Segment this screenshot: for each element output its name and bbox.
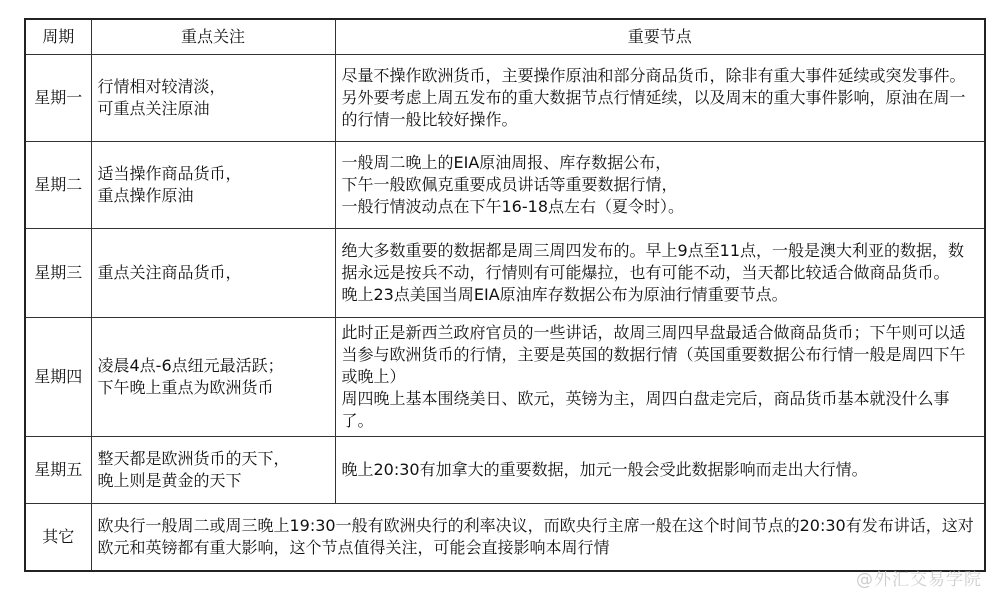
nodes-cell bbox=[335, 142, 985, 229]
focus-line: 下午晚上重点为欧洲货币 bbox=[97, 378, 274, 397]
focus-line: 适当操作商品货币， bbox=[97, 164, 242, 183]
focus-cell bbox=[91, 229, 335, 318]
table-row bbox=[25, 55, 985, 142]
day-cell: 星期二 bbox=[25, 142, 91, 229]
node-line: 一般周二晚上的EIA原油周报、库存数据公布， bbox=[341, 153, 672, 172]
table-row bbox=[25, 142, 985, 229]
nodes-cell bbox=[335, 55, 985, 142]
focus-cell bbox=[91, 318, 335, 437]
table-row bbox=[25, 229, 985, 318]
header-row bbox=[25, 19, 985, 55]
node-line: 下午一般欧佩克重要成员讲话等重要数据行情， bbox=[341, 175, 678, 194]
day-cell: 星期三 bbox=[25, 229, 91, 318]
node-line: 晚上23点美国当周EIA原油库存数据公布为原油行情重要节点。 bbox=[341, 285, 788, 304]
focus-line: 重点操作原油 bbox=[97, 186, 194, 205]
focus-cell bbox=[91, 142, 335, 229]
focus-line: 凌晨4点-6点纽元最活跃； bbox=[97, 356, 284, 375]
header-focus: 重点关注 bbox=[91, 19, 335, 55]
focus-line: 行情相对较清淡， bbox=[97, 77, 226, 96]
node-line: 此时正是新西兰政府官员的一些讲话，故周三周四早盘最适合做商品货币；下午则可以适当参与欧洲货币的行情，主要是英国的数据行情（英国重要数据公布行情一般是周四下午或晚上） bbox=[341, 323, 966, 386]
focus-line: 可重点关注原油 bbox=[97, 99, 210, 118]
node-line: 晚上20:30有加拿大的重要数据，加元一般会受此数据影响而走出大行情。 bbox=[341, 460, 868, 479]
node-line: 一般行情波动点在下午16-18点左右（夏令时）。 bbox=[341, 197, 684, 216]
node-line: 周四晚上基本围绕美日、欧元，英镑为主，周四白盘走完后，商品货币基本就没什么事了。 bbox=[341, 389, 950, 430]
node-line: 另外要考虑上周五发布的重大数据节点行情延续，以及周末的重大事件影响，原油在周一的行情一般比较好操作。 bbox=[341, 88, 966, 129]
focus-line: 晚上则是黄金的天下 bbox=[97, 471, 242, 490]
header-nodes: 重要节点 bbox=[335, 19, 985, 55]
node-line: 绝大多数重要的数据都是周三周四发布的。早上9点至11点，一般是澳大利亚的数据，数据永远是按兵不动，行情则有可能爆拉，也有可能不动，当天都比较适合做商品货币。 bbox=[341, 241, 965, 282]
other-label-cell: 其它 bbox=[25, 504, 91, 572]
other-text-cell: 欧央行一般周二或周三晚上19:30一般有欧洲央行的利率决议，而欧央行主席一般在这个时间节点的20:30有发布讲话，这对欧元和英镑都有重大影响，这个节点值得关注，可能会直接影响本周行情 bbox=[91, 504, 985, 572]
table-row-other bbox=[25, 504, 985, 572]
table-row bbox=[25, 318, 985, 437]
day-cell: 星期五 bbox=[25, 437, 91, 504]
watermark: @外汇交易学院 bbox=[856, 570, 982, 590]
nodes-cell bbox=[335, 318, 985, 437]
header-day: 周期 bbox=[25, 19, 91, 55]
schedule-table bbox=[24, 18, 986, 572]
focus-line: 重点关注商品货币， bbox=[97, 263, 242, 282]
table-row bbox=[25, 437, 985, 504]
day-cell: 星期一 bbox=[25, 55, 91, 142]
nodes-cell bbox=[335, 437, 985, 504]
focus-line: 整天都是欧洲货币的天下， bbox=[97, 449, 290, 468]
focus-cell bbox=[91, 437, 335, 504]
day-cell: 星期四 bbox=[25, 318, 91, 437]
nodes-cell bbox=[335, 229, 985, 318]
node-line: 尽量不操作欧洲货币，主要操作原油和部分商品货币，除非有重大事件延续或突发事件。 bbox=[341, 66, 966, 85]
focus-cell bbox=[91, 55, 335, 142]
